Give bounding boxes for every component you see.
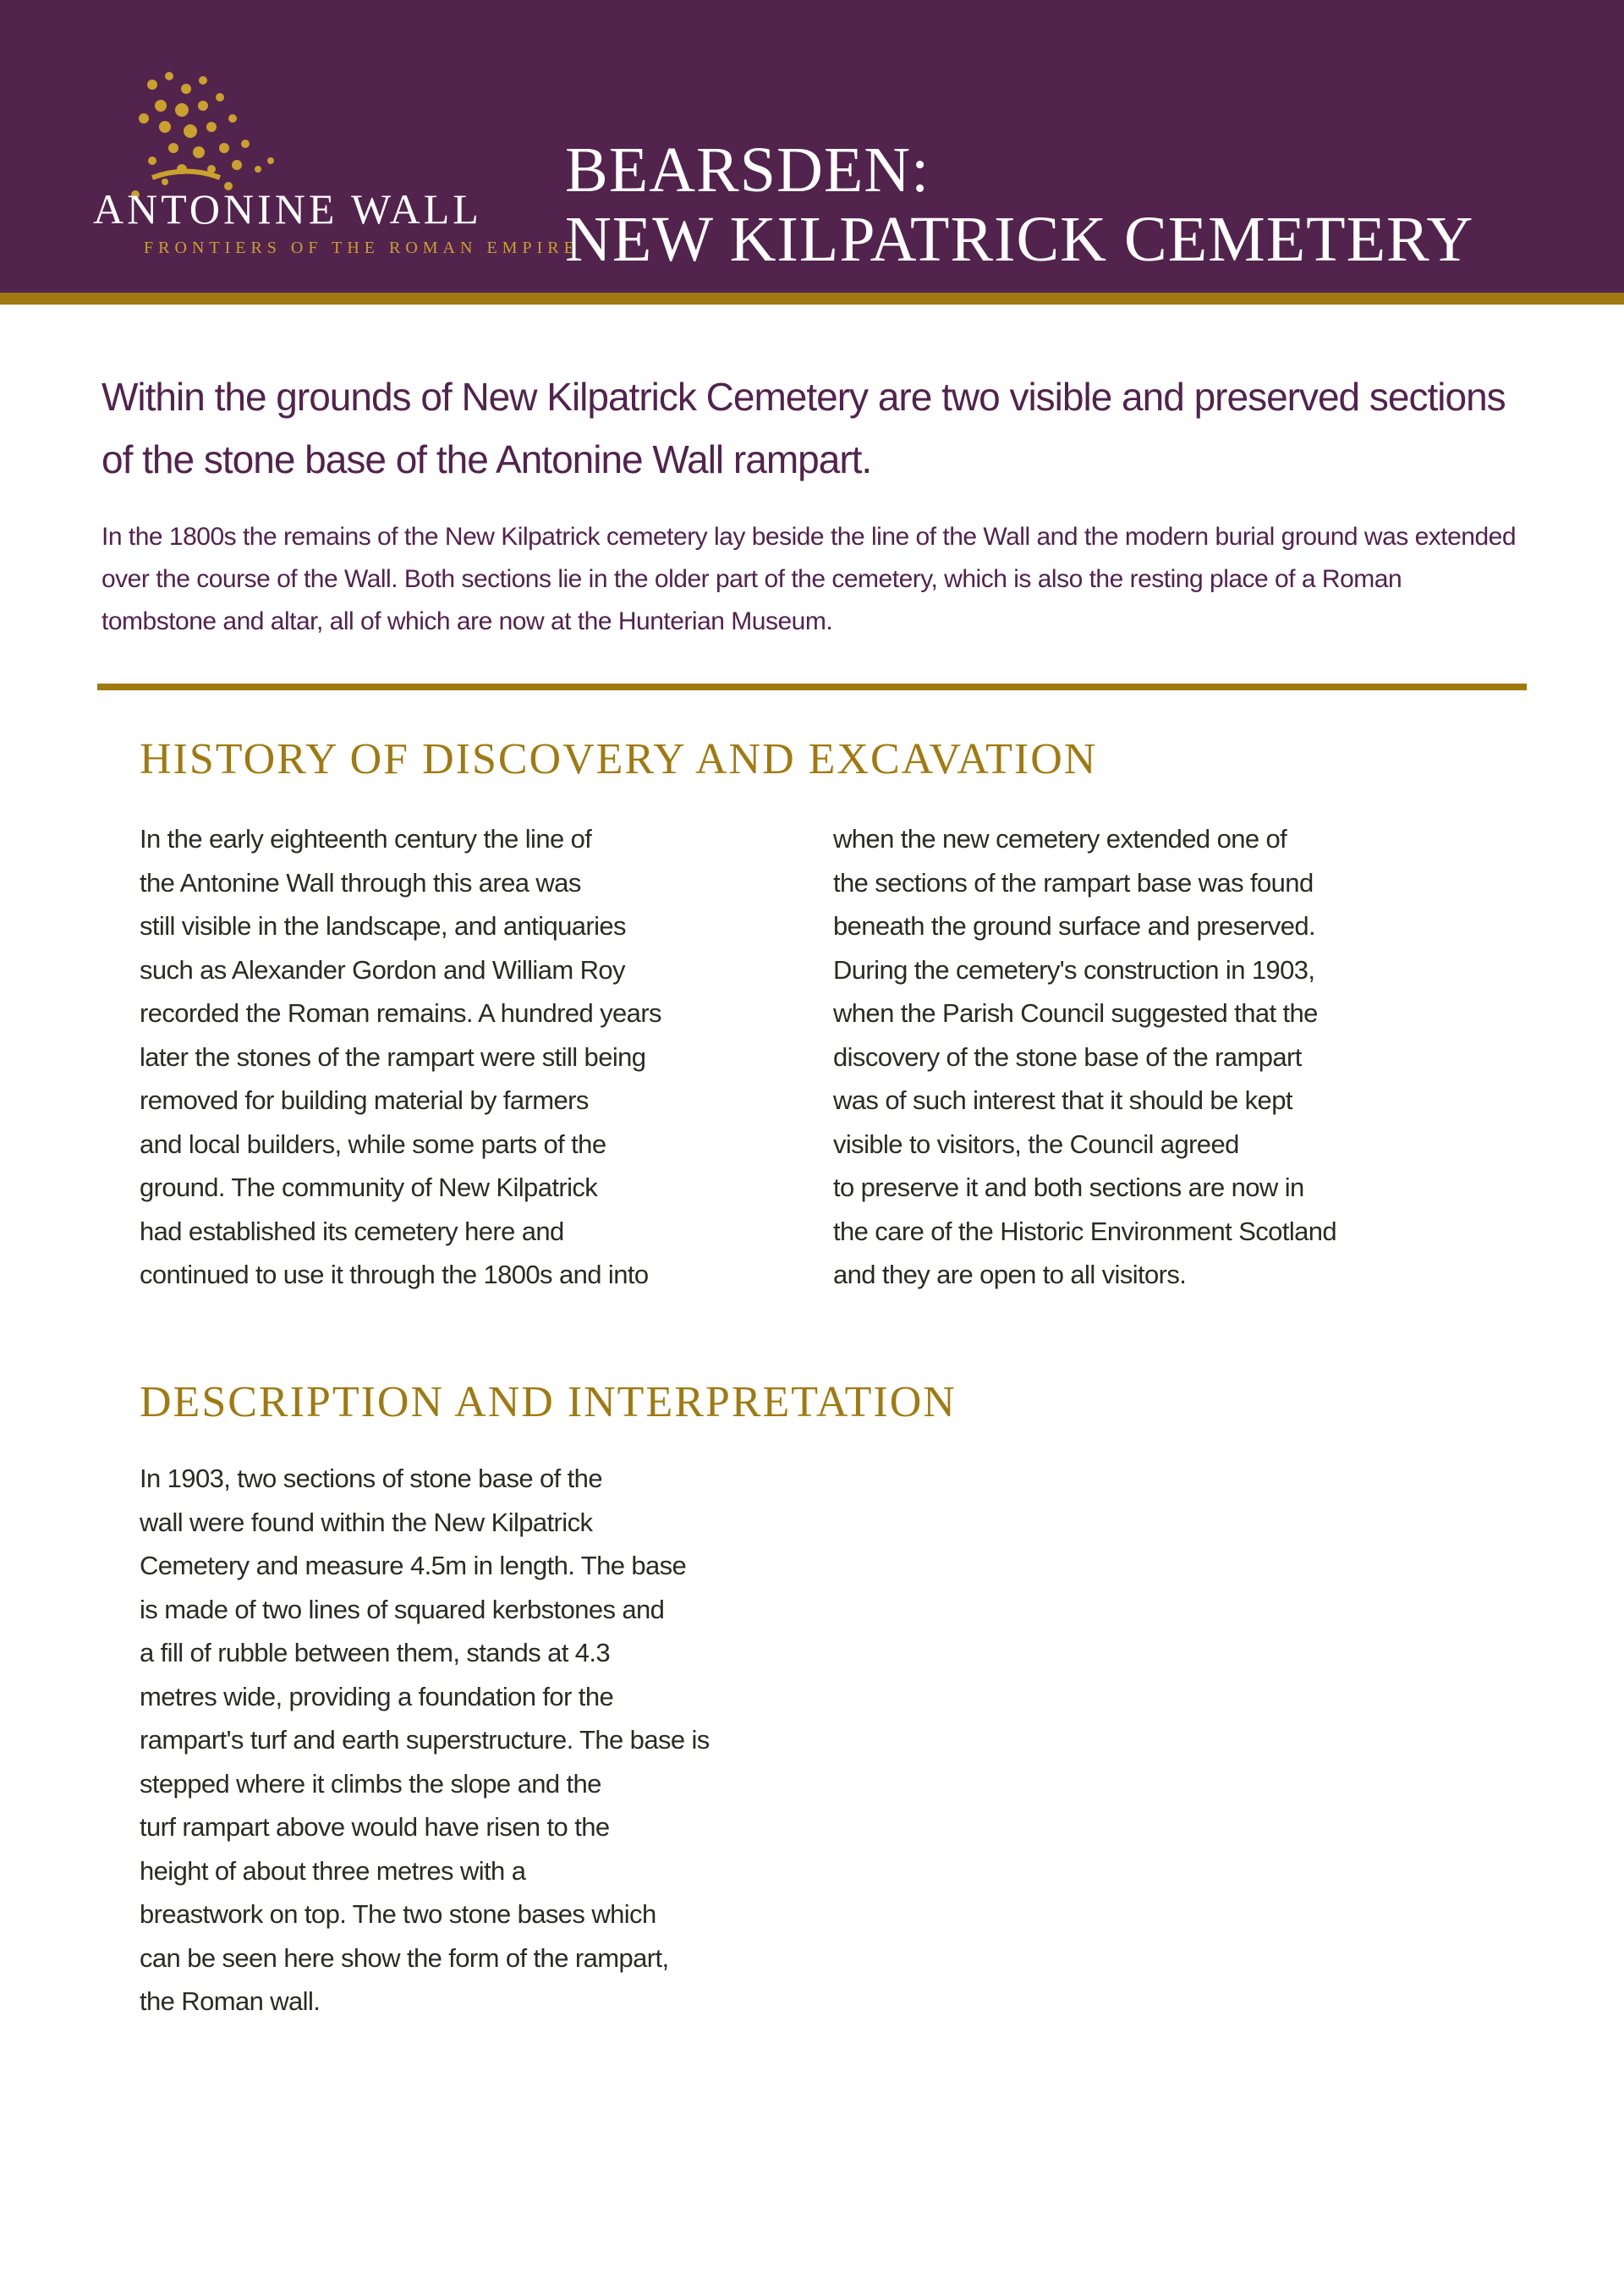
- description-heading: DESCRIPTION AND INTERPRETATION: [140, 1378, 957, 1426]
- text-line: later the stones of the rampart were still being: [140, 1041, 646, 1072]
- text-line: In 1903, two sections of stone base of the: [140, 1464, 602, 1493]
- description-column-left: [140, 1457, 799, 2024]
- section-divider: [97, 684, 1527, 690]
- text-line: the sections of the rampart base was found: [833, 867, 1314, 898]
- text-line: During the cemetery's construction in 1903,: [833, 954, 1315, 985]
- text-line: turf rampart above would have risen to the: [140, 1812, 610, 1842]
- text-line: the Antonine Wall through this area was: [140, 867, 581, 898]
- title-line-2: NEW KILPATRICK CEMETERY: [565, 204, 1474, 275]
- text-line: beneath the ground surface and preserved.: [833, 911, 1315, 941]
- text-line: removed for building material by farmers: [140, 1085, 589, 1115]
- text-line: still visible in the landscape, and antiquaries: [140, 911, 626, 941]
- text-line: height of about three metres with a: [140, 1855, 526, 1886]
- title-line-1: BEARSDEN:: [565, 135, 930, 206]
- text-line: recorded the Roman remains. A hundred years: [140, 998, 661, 1028]
- text-line: stepped where it climbs the slope and the: [140, 1768, 601, 1799]
- logo-tagline: FRONTIERS OF THE ROMAN EMPIRE: [144, 239, 579, 257]
- history-column-right: [833, 817, 1493, 1297]
- text-line: had established its cemetery here and: [140, 1216, 564, 1246]
- text-line: visible to visitors, the Council agreed: [833, 1129, 1239, 1159]
- text-line: ground. The community of New Kilpatrick: [140, 1173, 598, 1202]
- text-line: when the Parish Council suggested that the: [833, 998, 1318, 1028]
- text-line: discovery of the stone base of the rampart: [833, 1041, 1302, 1072]
- text-line: was of such interest that it should be kept: [833, 1085, 1292, 1115]
- history-column-left: [140, 817, 799, 1297]
- text-line: metres wide, providing a foundation for the: [140, 1681, 614, 1711]
- intro-body: In the 1800s the remains of the New Kilpatrick cemetery lay beside the line of the Wall and the modern burial ground was extended over the course of the Wall. Both sections lie in the older part of the cemetery, which is also the resting place of a Roman tombstone and altar, all of which are now at the Hunterian Museum.: [102, 523, 1517, 635]
- text-line: when the new cemetery extended one of: [833, 824, 1287, 854]
- text-line: to preserve it and both sections are now in: [833, 1173, 1304, 1202]
- header-gold-rule: [0, 293, 1624, 305]
- text-line: is made of two lines of squared kerbstones and: [140, 1594, 665, 1624]
- page-title: [565, 135, 1473, 274]
- text-line: In the early eighteenth century the line of: [140, 824, 592, 854]
- text-line: Cemetery and measure 4.5m in length. The base: [140, 1551, 687, 1580]
- text-line: breastwork on top. The two stone bases which: [140, 1899, 656, 1929]
- text-line: a fill of rubble between them, stands at 4.3: [140, 1638, 611, 1667]
- text-line: such as Alexander Gordon and William Roy: [140, 954, 625, 985]
- history-heading: HISTORY OF DISCOVERY AND EXCAVATION: [140, 735, 1098, 783]
- text-line: and they are open to all visitors.: [833, 1260, 1187, 1289]
- antonine-wall-logo: [93, 59, 579, 271]
- text-line: the care of the Historic Environment Scotland: [833, 1216, 1337, 1246]
- text-line: rampart's turf and earth superstructure. The base is: [140, 1725, 710, 1755]
- text-line: the Roman wall.: [140, 1986, 321, 2016]
- logo-name: ANTONINE WALL: [93, 185, 482, 233]
- text-line: wall were found within the New Kilpatrick: [140, 1507, 593, 1537]
- text-line: continued to use it through the 1800s and into: [140, 1260, 649, 1289]
- page-header: [0, 0, 1624, 296]
- text-line: and local builders, while some parts of the: [140, 1129, 606, 1159]
- text-line: can be seen here show the form of the rampart,: [140, 1942, 669, 1973]
- intro-lead: Within the grounds of New Kilpatrick Cemetery are two visible and preserved sections of the stone base of the Antonine Wall rampart.: [102, 375, 1506, 481]
